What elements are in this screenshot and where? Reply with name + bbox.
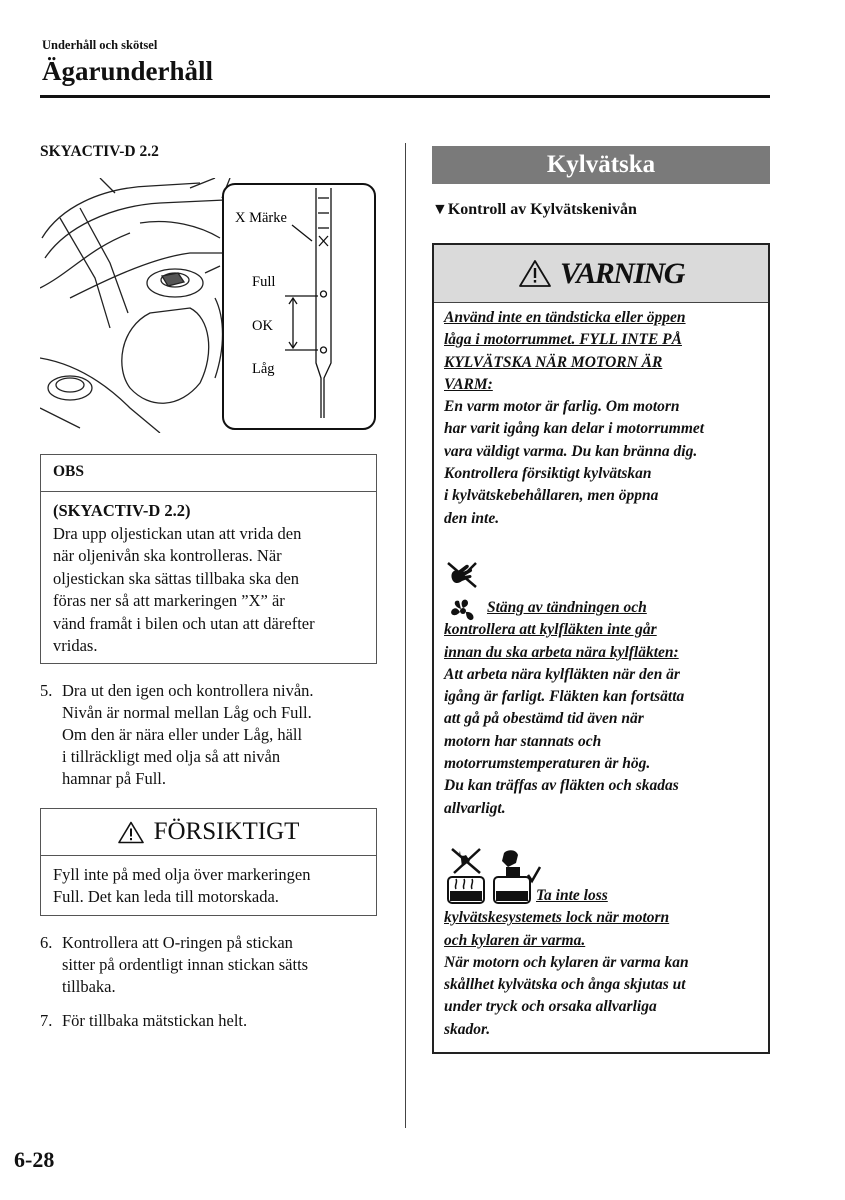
warning-block-cap: [444, 885, 762, 1041]
warning-body-line: Du kan träffas av fläkten och skadas: [444, 777, 679, 795]
warning-heading-line: och kylaren är varma.: [444, 931, 586, 949]
subheading: ▼Kontroll av Kylvätskenivån: [432, 201, 637, 218]
step-number: 5.: [40, 681, 53, 700]
warning-heading-line: VARM:: [444, 375, 493, 393]
caution-title: FÖRSIKTIGT: [153, 818, 300, 845]
warning-body-line: allvarligt.: [444, 799, 506, 817]
step-line: Dra ut den igen och kontrollera nivån.: [62, 681, 314, 700]
warning-body-line: Kontrollera försiktigt kylvätskan: [444, 465, 652, 483]
engine-heading: SKYACTIV-D 2.2: [40, 143, 159, 160]
warning-body-line: igång är farligt. Fläkten kan fortsätta: [444, 688, 685, 706]
warning-body-line: att gå på obestämd tid även när: [444, 710, 644, 728]
warning-triangle-icon: [518, 259, 552, 288]
obs-title: OBS: [41, 455, 376, 492]
engine-dipstick-illustration: [40, 178, 380, 433]
column-divider: [405, 143, 406, 1128]
step-5: [40, 680, 380, 790]
warning-heading-line: Stäng av tändningen och: [487, 599, 647, 616]
obs-note-box: [40, 454, 377, 664]
ok-label: OK: [252, 318, 273, 334]
caution-header: [41, 809, 376, 856]
obs-line: oljestickan ska sättas tillbaka ska den: [53, 568, 300, 588]
low-label: Låg: [252, 361, 275, 377]
warning-body-line: vara väldigt varma. Du kan bränna dig.: [444, 442, 698, 460]
section-label: Underhåll och skötsel: [42, 38, 158, 52]
step-number: 7.: [40, 1011, 53, 1030]
warning-body-line: motorn har stannats och: [444, 732, 602, 750]
caution-line: Full. Det kan leda till motorskada.: [53, 887, 279, 906]
obs-line: när oljenivån ska kontrolleras. När: [53, 546, 282, 565]
section-bar-title: Kylvätska: [432, 146, 770, 184]
step-number: 6.: [40, 933, 53, 952]
warning-body-line: skador.: [444, 1020, 491, 1038]
step-7: [40, 1010, 380, 1032]
warning-body-line: den inte.: [444, 509, 500, 527]
warning-block-fan: [444, 597, 762, 820]
warning-heading-line: Ta inte loss: [536, 887, 608, 904]
warning-block-fire: [444, 307, 762, 530]
step-line: Nivån är normal mellan Låg och Full.: [62, 703, 312, 722]
step-6: [40, 932, 380, 998]
step-line: i tillräckligt med olja så att nivån: [62, 747, 281, 766]
warning-body-line: Att arbeta nära kylfläkten när den är: [444, 665, 680, 683]
warning-heading-line: Använd inte en tändsticka eller öppen: [444, 309, 686, 326]
step-line: tillbaka.: [62, 977, 116, 996]
warning-body-line: i kylvätskebehållaren, men öppna: [444, 487, 659, 505]
page-number: 6-28: [14, 1147, 55, 1172]
caution-line: Fyll inte på med olja över markeringen: [53, 865, 311, 884]
warning-body-line: motorrumstemperaturen är hög.: [444, 755, 651, 773]
obs-line: Dra upp oljestickan utan att vrida den: [53, 523, 302, 543]
obs-line: vridas.: [53, 636, 98, 655]
warning-heading-line: kontrollera att kylfläkten inte går: [444, 621, 657, 639]
warning-body-line: under tryck och orsaka allvarliga: [444, 998, 657, 1016]
step-line: Kontrollera att O-ringen på stickan: [62, 933, 293, 952]
warning-body-line: har varit igång kan delar i motorrummet: [444, 420, 705, 438]
step-line: sitter på ordentligt innan stickan sätts: [62, 955, 309, 974]
no-hand-icon: [446, 559, 480, 589]
caution-box: [40, 808, 377, 916]
warning-heading-line: innan du ska arbeta nära kylfläkten:: [444, 643, 679, 661]
title-rule: [40, 95, 770, 98]
warning-heading-line: kylvätskesystemets lock när motorn: [444, 909, 670, 927]
step-line: hamnar på Full.: [62, 769, 167, 788]
obs-body: [41, 492, 376, 658]
full-label: Full: [252, 274, 276, 290]
caution-body: [41, 856, 376, 908]
warning-heading-line: låga i motorrummet. FYLL INTE PÅ: [444, 331, 682, 349]
warning-heading-line: KYLVÄTSKA NÄR MOTORN ÄR: [444, 353, 663, 371]
warning-triangle-icon: [118, 821, 144, 844]
obs-line: föras ner så att markeringen ”X” är: [53, 591, 285, 610]
obs-subtitle: (SKYACTIV-D 2.2): [53, 501, 191, 520]
step-line: Om den är nära eller under Låg, häll: [62, 725, 303, 744]
warning-header: [434, 245, 768, 303]
warning-box: [432, 243, 770, 1054]
warning-body-line: En varm motor är farlig. Om motorn: [444, 398, 680, 416]
x-mark-label: X Märke: [235, 210, 287, 226]
page-title: Ägarunderhåll: [42, 56, 214, 86]
warning-title: VARNING: [560, 256, 684, 290]
warning-body-line: När motorn och kylaren är varma kan: [444, 953, 689, 971]
obs-line: vänd framåt i bilen och utan att därefter: [53, 613, 315, 633]
warning-body-line: skållhet kylvätska och ånga skjutas ut: [444, 976, 686, 994]
step-line: För tillbaka mätstickan helt.: [62, 1011, 248, 1030]
